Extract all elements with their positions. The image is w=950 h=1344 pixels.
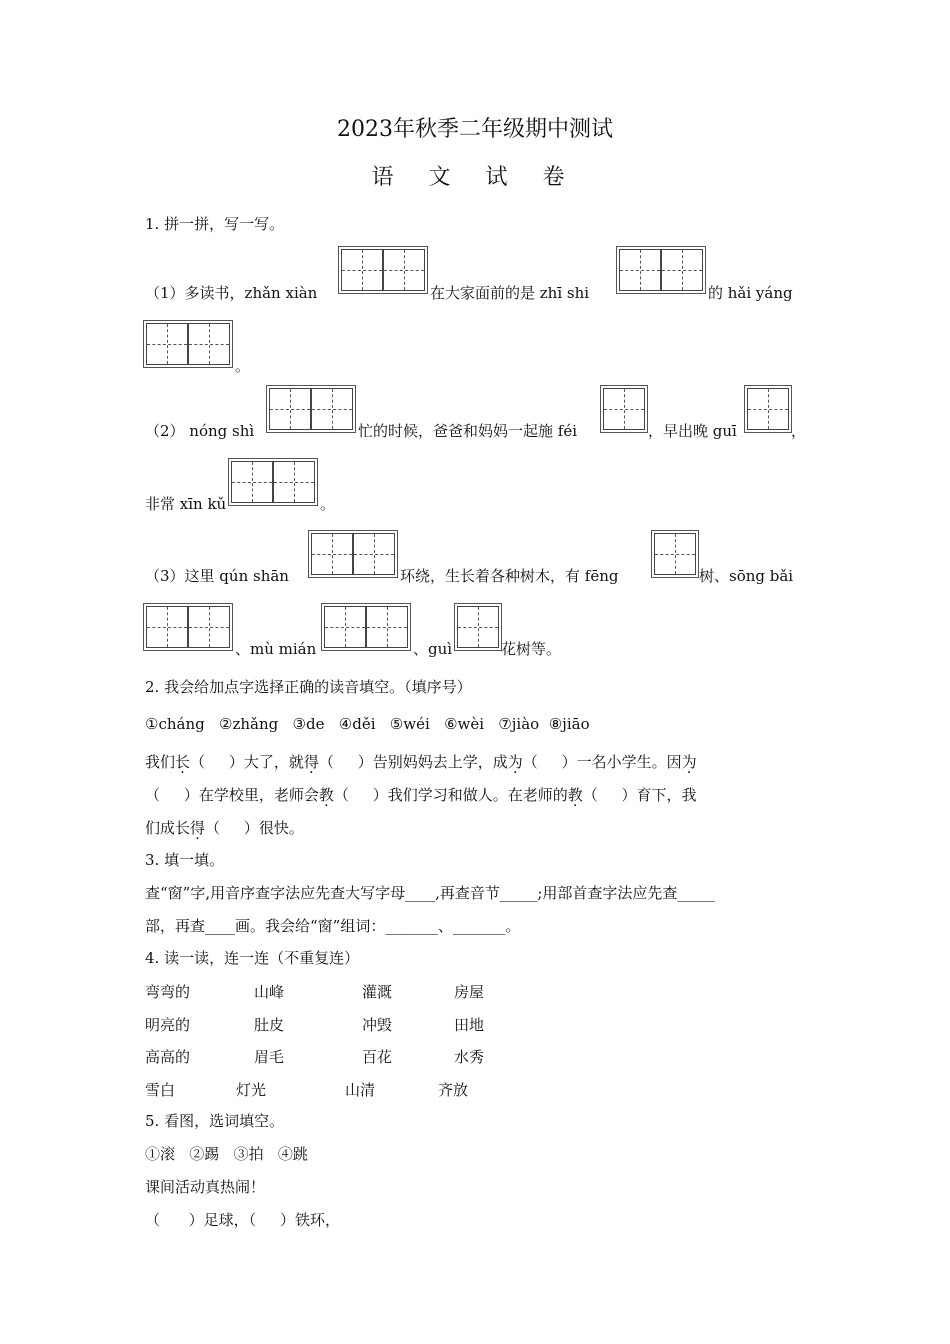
q1-p1-text-d: 。 xyxy=(235,357,251,375)
writing-boxes[interactable] xyxy=(616,246,706,294)
q4-col4-item[interactable]: 水秀 xyxy=(454,1048,485,1066)
q5-heading: 5. 看图，选词填空。 xyxy=(145,1112,285,1130)
q1-p2-text-f: 。 xyxy=(320,495,336,513)
writing-cell[interactable] xyxy=(324,606,366,648)
q2-sentence-line-1 xyxy=(145,752,697,772)
writing-boxes[interactable] xyxy=(266,385,356,433)
q4-col4-item[interactable]: 齐放 xyxy=(438,1081,469,1099)
q1-p3-text-e: 、guì xyxy=(413,640,453,658)
q4-col4-item[interactable]: 田地 xyxy=(454,1016,485,1034)
writing-cell[interactable] xyxy=(188,323,230,365)
q5-line-1: 课间活动真热闹！ xyxy=(145,1178,266,1196)
dotted-char: 教 xyxy=(567,786,583,804)
q1-p1-text-b: 在大家面前的是 zhī shi xyxy=(430,284,590,302)
q4-col3-item[interactable]: 百花 xyxy=(362,1048,393,1066)
q1-p3-text-f: 花树等。 xyxy=(501,640,562,658)
q4-col4-item[interactable]: 房屋 xyxy=(454,983,485,1001)
writing-cell[interactable] xyxy=(619,249,661,291)
writing-cell[interactable] xyxy=(353,533,395,575)
text[interactable]: （ ）一名小学生。因 xyxy=(522,753,682,771)
q4-col1-item[interactable]: 弯弯的 xyxy=(145,983,191,1001)
q4-col2-item[interactable]: 山峰 xyxy=(254,983,285,1001)
text[interactable]: （ ）我们学习和做人。在老师的 xyxy=(333,786,568,804)
q1-p3-text-d: 、mù mián xyxy=(235,640,317,658)
dotted-char: 教 xyxy=(318,786,334,804)
writing-cell[interactable] xyxy=(457,606,499,648)
writing-boxes[interactable] xyxy=(338,246,428,294)
writing-boxes[interactable] xyxy=(143,320,233,368)
q2-options: ①cháng ②zhǎng ③de ④děi ⑤wéi ⑥wèi ⑦jiào ⑧jiāo xyxy=(145,715,590,733)
q4-col1-item[interactable]: 明亮的 xyxy=(145,1016,191,1034)
writing-cell[interactable] xyxy=(231,461,273,503)
writing-cell[interactable] xyxy=(273,461,315,503)
writing-cell[interactable] xyxy=(341,249,383,291)
dotted-char: 为 xyxy=(507,753,523,771)
q1-p1-text-c: 的 hǎi yáng xyxy=(708,284,793,302)
q1-p2-text-e: 非常 xīn kǔ xyxy=(145,495,227,513)
text[interactable]: （ ）很快。 xyxy=(205,819,304,837)
writing-boxes[interactable] xyxy=(143,603,233,651)
writing-cell[interactable] xyxy=(311,533,353,575)
q1-p2-text-d: ， xyxy=(791,422,807,440)
writing-boxes[interactable] xyxy=(308,530,398,578)
writing-cell[interactable] xyxy=(603,388,645,430)
writing-cell[interactable] xyxy=(269,388,311,430)
q2-sentence-line-3 xyxy=(145,818,304,838)
q1-p1-text-a: （1）多读书，zhǎn xiàn xyxy=(145,284,318,302)
writing-cell[interactable] xyxy=(188,606,230,648)
q4-col3-item[interactable]: 山清 xyxy=(345,1081,376,1099)
writing-boxes[interactable] xyxy=(454,603,502,651)
dotted-char: 长 xyxy=(175,753,191,771)
dotted-char: 得 xyxy=(303,753,319,771)
q4-heading: 4. 读一读，连一连（不重复连） xyxy=(145,949,360,967)
text[interactable]: （ ）在学校里，老师会 xyxy=(145,786,319,804)
q4-col2-item[interactable]: 灯光 xyxy=(236,1081,267,1099)
q3-line-1[interactable]: 查“窗”字,用音序查字法应先查大写字母____,再查音节_____;用部首查字法应先查_____ xyxy=(145,884,715,902)
q2-heading: 2. 我会给加点字选择正确的读音填空。（填序号） xyxy=(145,678,472,696)
q3-heading: 3. 填一填。 xyxy=(145,851,225,869)
writing-cell[interactable] xyxy=(654,533,696,575)
q4-col1-item[interactable]: 高高的 xyxy=(145,1048,191,1066)
dotted-char: 为 xyxy=(681,753,697,771)
writing-boxes[interactable] xyxy=(228,458,318,506)
writing-cell[interactable] xyxy=(146,323,188,365)
writing-boxes[interactable] xyxy=(744,385,792,433)
writing-cell[interactable] xyxy=(661,249,703,291)
writing-boxes[interactable] xyxy=(321,603,411,651)
q1-p3-text-c: 树、sōng bǎi xyxy=(699,567,794,585)
q2-sentence-line-2 xyxy=(145,785,697,805)
q1-p3-text-b: 环绕，生长着各种树木，有 fēng xyxy=(400,567,619,585)
text[interactable]: （ ）育下，我 xyxy=(582,786,697,804)
q4-col2-item[interactable]: 眉毛 xyxy=(254,1048,285,1066)
exam-subtitle: 语 文 试 卷 xyxy=(371,165,579,190)
q1-p3-text-a: （3）这里 qún shān xyxy=(145,567,289,585)
q4-col2-item[interactable]: 肚皮 xyxy=(254,1016,285,1034)
q4-col3-item[interactable]: 冲毁 xyxy=(362,1016,393,1034)
text: 我们 xyxy=(145,753,176,771)
q1-p2-text-b: 忙的时候，爸爸和妈妈一起施 féi xyxy=(358,422,577,440)
writing-cell[interactable] xyxy=(366,606,408,648)
dotted-char: 得 xyxy=(190,819,206,837)
exam-title: 2023年秋季二年级期中测试 xyxy=(337,117,613,142)
q1-p2-text-c: ，早出晚 guī xyxy=(648,422,737,440)
q4-col3-item[interactable]: 灌溉 xyxy=(362,983,393,1001)
writing-cell[interactable] xyxy=(747,388,789,430)
q5-line-2[interactable]: （ ）足球，（ ）铁环， xyxy=(145,1211,340,1229)
text[interactable]: （ ）告别妈妈去上学，成 xyxy=(318,753,508,771)
q1-heading: 1. 拼一拼，写一写。 xyxy=(145,215,285,233)
q5-options: ①滚 ②踢 ③拍 ④跳 xyxy=(145,1145,308,1163)
q3-line-2[interactable]: 部，再查____画。我会给“窗”组词：_______、_______。 xyxy=(145,917,521,935)
writing-cell[interactable] xyxy=(383,249,425,291)
writing-cell[interactable] xyxy=(311,388,353,430)
text[interactable]: （ ）大了，就 xyxy=(190,753,304,771)
writing-cell[interactable] xyxy=(146,606,188,648)
q1-p2-text-a: （2） nóng shì xyxy=(145,422,255,440)
text: 们成长 xyxy=(145,819,191,837)
writing-boxes[interactable] xyxy=(600,385,648,433)
q4-col1-item[interactable]: 雪白 xyxy=(145,1081,176,1099)
writing-boxes[interactable] xyxy=(651,530,699,578)
